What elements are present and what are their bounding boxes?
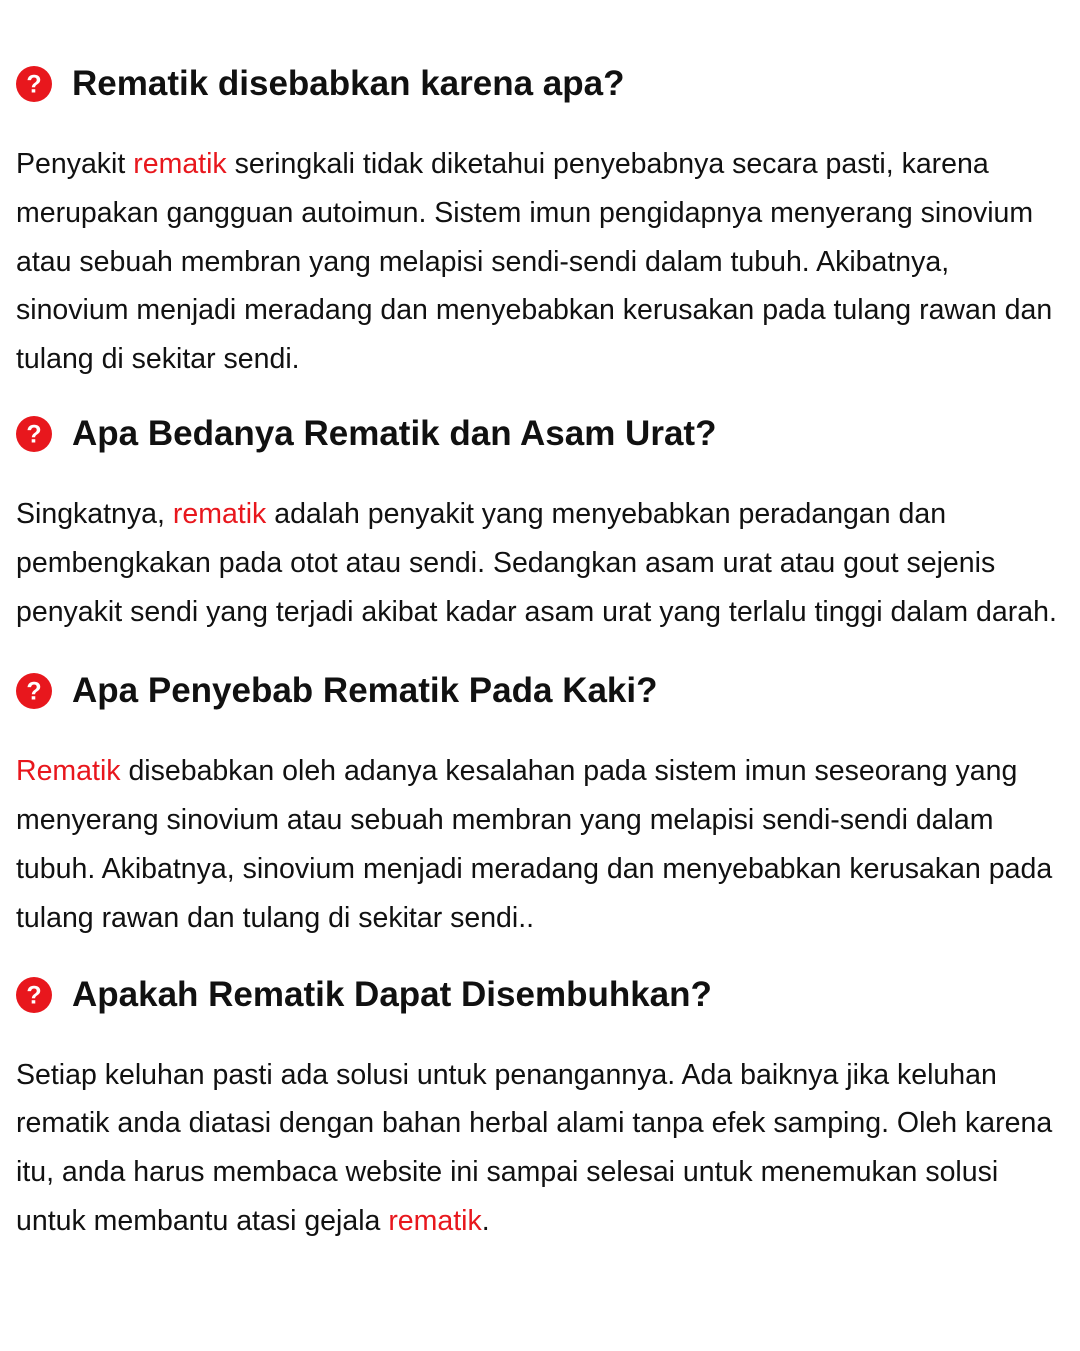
svg-text:?: ?: [26, 70, 42, 99]
keyword-link-rematik[interactable]: rematik: [388, 1204, 482, 1237]
keyword-link-rematik[interactable]: rematik: [172, 497, 267, 530]
answer-text-pre: Penyakit: [16, 148, 134, 180]
question-circle-icon: [16, 977, 52, 1013]
svg-text:?: ?: [26, 981, 42, 1010]
question-circle-icon: [16, 416, 52, 452]
answer-text-post: disebabkan oleh adanya kesalahan pada sistem imun seseorang yang menyerang sinovium atau sebuah membran yang melapisi sendi-sendi dalam tubuh. Akibatnya, sinovium menjadi meradang dan menyebabkan kerusakan pada tulang rawan dan tulang di sekitar sendi..: [16, 755, 1053, 934]
faq-heading: [16, 663, 1064, 719]
faq-heading: [16, 967, 1064, 1023]
answer-text-post: seringkali tidak diketahui penyebabnya secara pasti, karena merupakan gangguan autoimun. Sistem imun pengidapnya menyerang sinovium atau sebuah membran yang melapisi sendi-sendi dalam tubuh. Akibatnya, sinovium menjadi meradang dan menyebabkan kerusakan pada tulang rawan dan tulang di sekitar sendi.: [16, 148, 1053, 376]
faq-heading: [16, 406, 1064, 462]
svg-text:?: ?: [26, 677, 42, 706]
faq-answer-text: [16, 490, 1064, 636]
keyword-link-rematik[interactable]: Rematik: [16, 755, 121, 788]
faq-question-title: Rematik disebabkan karena apa?: [72, 64, 625, 103]
question-circle-icon: [16, 673, 52, 709]
faq-question-title: Apakah Rematik Dapat Disembuhkan?: [72, 974, 712, 1014]
answer-text-post: adalah penyakit yang menyebabkan peradangan dan pembengkakan pada otot atau sendi. Sedangkan asam urat atau gout sejenis penyakit sendi yang terjadi akibat kadar asam urat yang terlalu tinggi dalam darah.: [16, 497, 1057, 628]
faq-answer-text: [16, 747, 1064, 942]
faq-question-title: Apa Penyebab Rematik Pada Kaki?: [72, 671, 658, 711]
answer-text-post: .: [481, 1204, 490, 1237]
svg-text:?: ?: [26, 420, 42, 449]
answer-text-pre: Singkatnya,: [16, 497, 173, 530]
faq-item-rematik-disembuhkan: [16, 967, 1064, 1246]
faq-answer-text: [16, 140, 1064, 384]
faq-question-title: Apa Bedanya Rematik dan Asam Urat?: [72, 413, 717, 453]
faq-item-beda-rematik-asam-urat: [16, 406, 1064, 636]
faq-heading: [16, 56, 1064, 112]
question-circle-icon: [16, 66, 52, 102]
keyword-link-rematik[interactable]: rematik: [133, 148, 227, 180]
answer-text-pre: Setiap keluhan pasti ada solusi untuk penangannya. Ada baiknya jika keluhan rematik anda diatasi dengan bahan herbal alami tanpa efek samping. Oleh karena itu, anda harus membaca website ini sampai selesai untuk menemukan solusi untuk membantu atasi gejala: [16, 1058, 1053, 1237]
faq-item-penyebab-rematik: [16, 56, 1064, 384]
faq-answer-text: [16, 1051, 1064, 1246]
faq-item-rematik-kaki: [16, 663, 1064, 942]
